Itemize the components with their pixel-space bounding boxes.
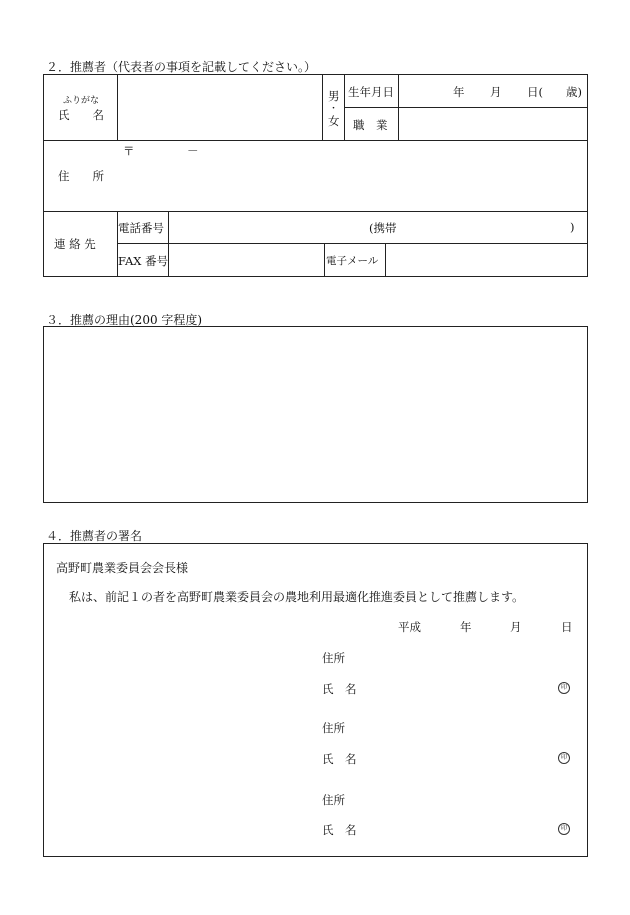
reason-textarea[interactable]	[43, 326, 588, 503]
signer-1-address-label: 住所	[322, 651, 345, 665]
email-label: 電子メール	[326, 255, 379, 267]
signer-1-seal-icon: 印	[558, 682, 570, 694]
signer-3-address-field[interactable]	[350, 788, 570, 808]
address-label: 住 所	[58, 169, 104, 183]
signer-2-address-field[interactable]	[350, 716, 570, 736]
birthdate-label: 生年月日	[348, 85, 394, 99]
signer-2-name-label: 氏 名	[322, 752, 357, 766]
signer-3-name-field[interactable]	[365, 818, 550, 838]
recommendation-statement: 私は、前記１の者を高野町農業委員会の農地利用最適化推進委員として推薦します。	[69, 590, 525, 604]
job-field[interactable]	[400, 109, 586, 139]
signer-2-address-label: 住所	[322, 721, 345, 735]
signer-3-name-label: 氏 名	[322, 823, 357, 837]
signer-1-address-field[interactable]	[350, 646, 570, 666]
email-field[interactable]	[387, 245, 586, 276]
date-era: 平成	[398, 620, 421, 634]
job-label: 職 業	[353, 118, 388, 132]
signer-2-seal-icon: 印	[558, 752, 570, 764]
section3-heading: ３．推薦の理由(200 字程度)	[46, 313, 203, 327]
gender-female[interactable]: 女	[328, 114, 340, 128]
birthdate-field[interactable]	[400, 76, 586, 106]
mobile-label: (携帯	[369, 221, 397, 235]
fax-field[interactable]	[170, 245, 323, 276]
addressee: 高野町農業委員会会長様	[56, 561, 189, 575]
date-field[interactable]	[425, 615, 575, 635]
contact-label: 連 絡 先	[54, 237, 96, 251]
gender-male[interactable]: 男	[328, 89, 340, 103]
phone-label: 電話番号	[118, 221, 164, 235]
signer-1-name-field[interactable]	[365, 677, 550, 697]
date-day-unit: 日	[561, 620, 573, 634]
gender-separator: ・	[329, 104, 339, 114]
section2-heading: ２．推薦者（代表者の事項を記載してください。）	[46, 60, 317, 74]
name-label: 氏 名	[58, 108, 104, 122]
signer-1-name-label: 氏 名	[322, 682, 357, 696]
name-field[interactable]	[119, 76, 321, 139]
date-month-unit: 月	[510, 620, 522, 634]
date-year-unit: 年	[460, 620, 472, 634]
signer-2-name-field[interactable]	[365, 747, 550, 767]
signer-3-seal-icon: 印	[558, 823, 570, 835]
fax-label: FAX 番号	[118, 254, 169, 268]
section4-heading: ４．推薦者の署名	[46, 529, 143, 543]
furigana-label: ふりがな	[63, 96, 100, 106]
mobile-field[interactable]	[400, 213, 565, 242]
postal-mark: 〒	[123, 144, 135, 158]
phone-field[interactable]	[170, 213, 370, 242]
birth-year-unit: 年	[453, 85, 465, 99]
postal-dash: －	[187, 144, 199, 158]
mobile-close: )	[570, 220, 575, 234]
age-unit: 歳)	[566, 85, 582, 99]
signer-3-address-label: 住所	[322, 793, 345, 807]
birth-month-unit: 月	[490, 85, 502, 99]
birth-day-unit: 日(	[527, 85, 543, 99]
address-field[interactable]	[119, 142, 586, 210]
